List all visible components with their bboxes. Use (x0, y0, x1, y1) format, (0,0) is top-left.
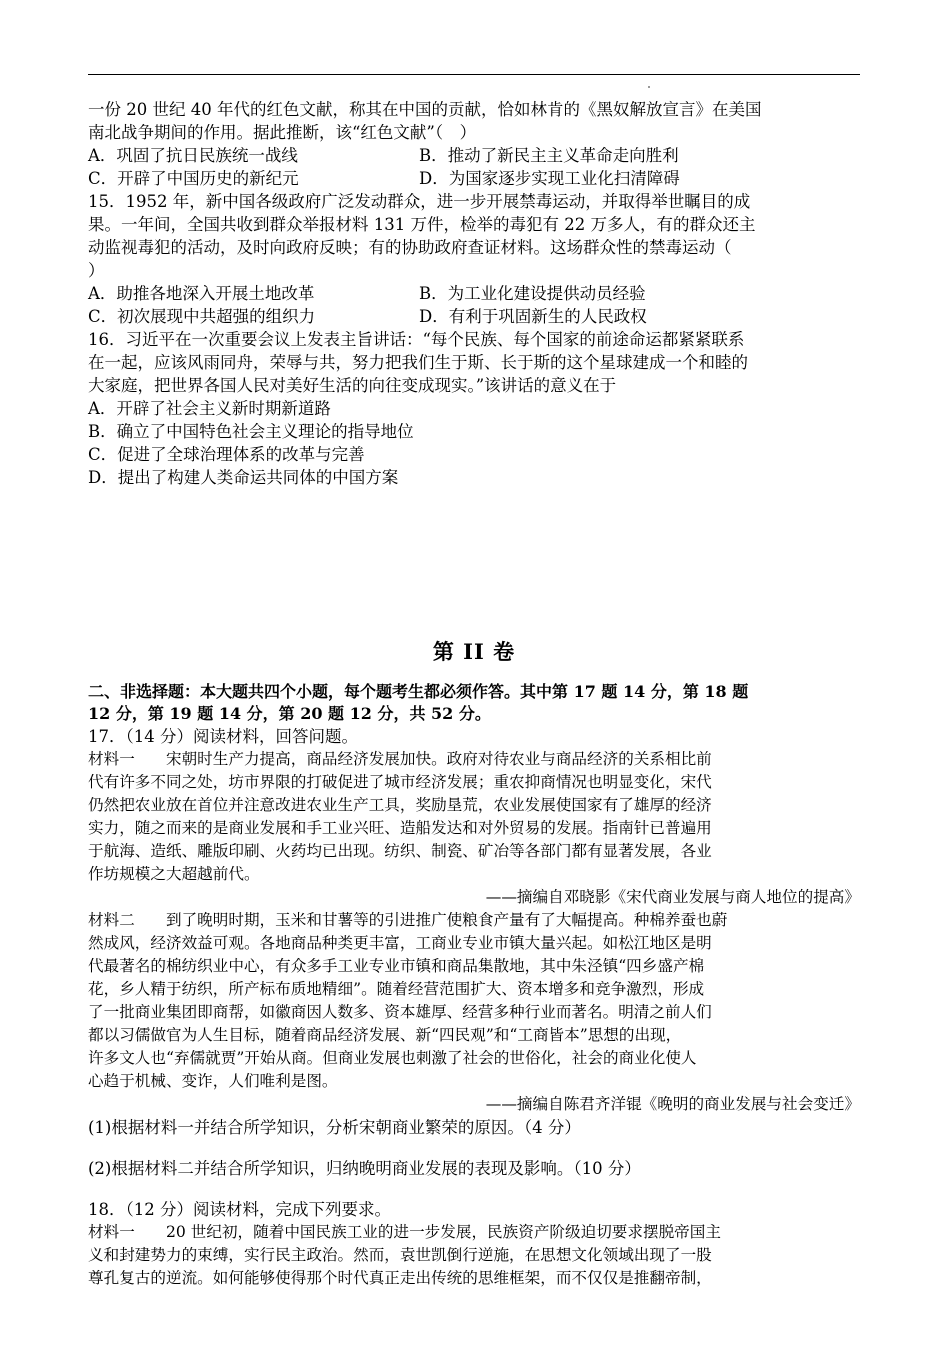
q14-option-c[interactable]: C．开辟了中国历史的新纪元 (88, 169, 299, 188)
q15-stem-line: ） (88, 261, 105, 280)
q17-heading: 17．（14 分）阅读材料，回答问题。 (88, 727, 358, 746)
header-rule (88, 74, 860, 75)
question-14 (88, 98, 860, 190)
material-line: 实力，随之而来的是商业发展和手工业兴旺、造船发达和对外贸易的发展。指南针已普遍用 (88, 819, 712, 837)
q15-stem-line: 果。一年间，全国共收到群众举报材料 131 万件，检举的毒犯有 22 万多人，有的群众还主 (88, 215, 756, 234)
q15-options-row (88, 305, 860, 328)
instruction-line: 12 分，第 19 题 14 分，第 20 题 12 分，共 52 分。 (88, 704, 491, 723)
q15-option-c[interactable]: C．初次展现中共超强的组织力 (88, 307, 316, 326)
material-line: 义和封建势力的束缚，实行民主政治。然而，袁世凯倒行逆施，在思想文化领域出现了一股 (88, 1246, 712, 1264)
q14-stem-line: 一份 20 世纪 40 年代的红色文献，称其在中国的贡献，恰如林肯的《黑奴解放宣言》在美国 (88, 100, 762, 119)
material-line: 材料一 20 世纪初，随着中国民族工业的进一步发展，民族资产阶级迫切要求摆脱帝国主 (88, 1223, 721, 1241)
q16-option-d[interactable]: D．提出了构建人类命运共同体的中国方案 (88, 468, 399, 487)
q15-option-a[interactable]: A．助推各地深入开展土地改革 (88, 284, 315, 303)
q14-options-row (88, 167, 860, 190)
material-line: 材料一 宋朝时生产力提高，商品经济发展加快。政府对待农业与商品经济的关系相比前 (88, 750, 712, 768)
q17-subquestion-1: (1)根据材料一并结合所学知识，分析宋朝商业繁荣的原因。（4 分） (88, 1118, 581, 1137)
scan-dot (648, 86, 650, 88)
material-line: 都以习儒做官为人生目标，随着商品经济发展、新“四民观”和“工商皆本”思想的出现， (88, 1026, 682, 1044)
q14-option-b[interactable]: B．推动了新民主主义革命走向胜利 (419, 146, 679, 165)
material-line: 许多文人也“弃儒就贾”开始从商。但商业发展也刺激了社会的世俗化，社会的商业化使人 (88, 1049, 697, 1067)
q17-material-1 (88, 748, 860, 886)
q16-option-a[interactable]: A．开辟了社会主义新时期新道路 (88, 399, 331, 418)
q18-material-1 (88, 1221, 860, 1290)
q14-stem-line: 南北战争期间的作用。据此推断，该“红色文献”（ ） (88, 123, 477, 142)
q17-source-1: ——摘编自邓晓影《宋代商业发展与商人地位的提高》 (485, 888, 860, 906)
q16-option-c[interactable]: C．促进了全球治理体系的改革与完善 (88, 445, 365, 464)
q15-option-d[interactable]: D．有利于巩固新生的人民政权 (419, 307, 647, 326)
material-line: 材料二 到了晚明时期，玉米和甘薯等的引进推广使粮食产量有了大幅提高。种棉养蚕也蔚 (88, 911, 728, 929)
material-line: 尊孔复古的逆流。如何能够使得那个时代真正走出传统的思维框架，而不仅仅是推翻帝制， (88, 1269, 712, 1287)
material-line: 然成风，经济效益可观。各地商品种类更丰富，工商业专业市镇大量兴起。如松江地区是明 (88, 934, 712, 952)
section-title: 第 II 卷 (432, 639, 516, 664)
exam-page (88, 98, 860, 1290)
q15-stem-line: 动监视毒犯的活动，及时向政府反映；有的协助政府查证材料。这场群众性的禁毒运动（ (88, 238, 732, 257)
q15-stem-line: 15．1952 年，新中国各级政府广泛发动群众，进一步开展禁毒运动，并取得举世瞩目的成 (88, 192, 751, 211)
q18-heading: 18．（12 分）阅读材料，完成下列要求。 (88, 1200, 391, 1219)
material-line: 了一批商业集团即商帮，如徽商因人数多、资本雄厚、经营多种行业而著名。明清之前人们 (88, 1003, 712, 1021)
material-line: 于航海、造纸、雕版印刷、火药均已出现。纺织、制瓷、矿冶等各部门都有显著发展，各业 (88, 842, 712, 860)
question-17 (88, 725, 860, 1198)
q17-source-2: ——摘编自陈君齐洋锟《晚明的商业发展与社会变迁》 (485, 1095, 860, 1113)
material-line: 花，乡人精于纺织，所产标布质地精细”。随着经营范围扩大、资本增多和竞争激烈，形成 (88, 980, 705, 998)
question-18 (88, 1198, 860, 1290)
section-instructions (88, 681, 860, 725)
q16-stem-line: 大家庭，把世界各国人民对美好生活的向往变成现实。”该讲话的意义在于 (88, 376, 617, 395)
material-line: 代有许多不同之处，坊市界限的打破促进了城市经济发展；重农抑商情况也明显变化，宋代 (88, 773, 712, 791)
question-16 (88, 328, 860, 489)
q14-options-row (88, 144, 860, 167)
instruction-line: 二、非选择题：本大题共四个小题，每个题考生都必须作答。其中第 17 题 14 分，第 18 题 (88, 682, 749, 701)
q14-option-d[interactable]: D．为国家逐步实现工业化扫清障碍 (419, 169, 680, 188)
question-15 (88, 190, 860, 328)
q15-option-b[interactable]: B．为工业化建设提供动员经验 (419, 284, 646, 303)
q17-material-2 (88, 909, 860, 1093)
q16-option-b[interactable]: B．确立了中国特色社会主义理论的指导地位 (88, 422, 414, 441)
q16-stem-line: 16．习近平在一次重要会议上发表主旨讲话：“每个民族、每个国家的前途命运都紧紧联系 (88, 330, 745, 349)
material-line: 作坊规模之大超越前代。 (88, 865, 260, 883)
q14-option-a[interactable]: A．巩固了抗日民族统一战线 (88, 146, 298, 165)
q15-options-row (88, 282, 860, 305)
material-line: 心趋于机械、变诈，人们唯利是图。 (88, 1072, 338, 1090)
material-line: 代最著名的棉纺织业中心，有众多手工业专业市镇和商品集散地，其中朱泾镇“四乡盛产棉 (88, 957, 705, 975)
material-line: 仍然把农业放在首位并注意改进农业生产工具，奖励垦荒，农业发展使国家有了雄厚的经济 (88, 796, 712, 814)
q16-stem-line: 在一起，应该风雨同舟，荣辱与共，努力把我们生于斯、长于斯的这个星球建成一个和睦的 (88, 353, 748, 372)
q17-subquestion-2: (2)根据材料二并结合所学知识，归纳晚明商业发展的表现及影响。（10 分） (88, 1159, 641, 1178)
